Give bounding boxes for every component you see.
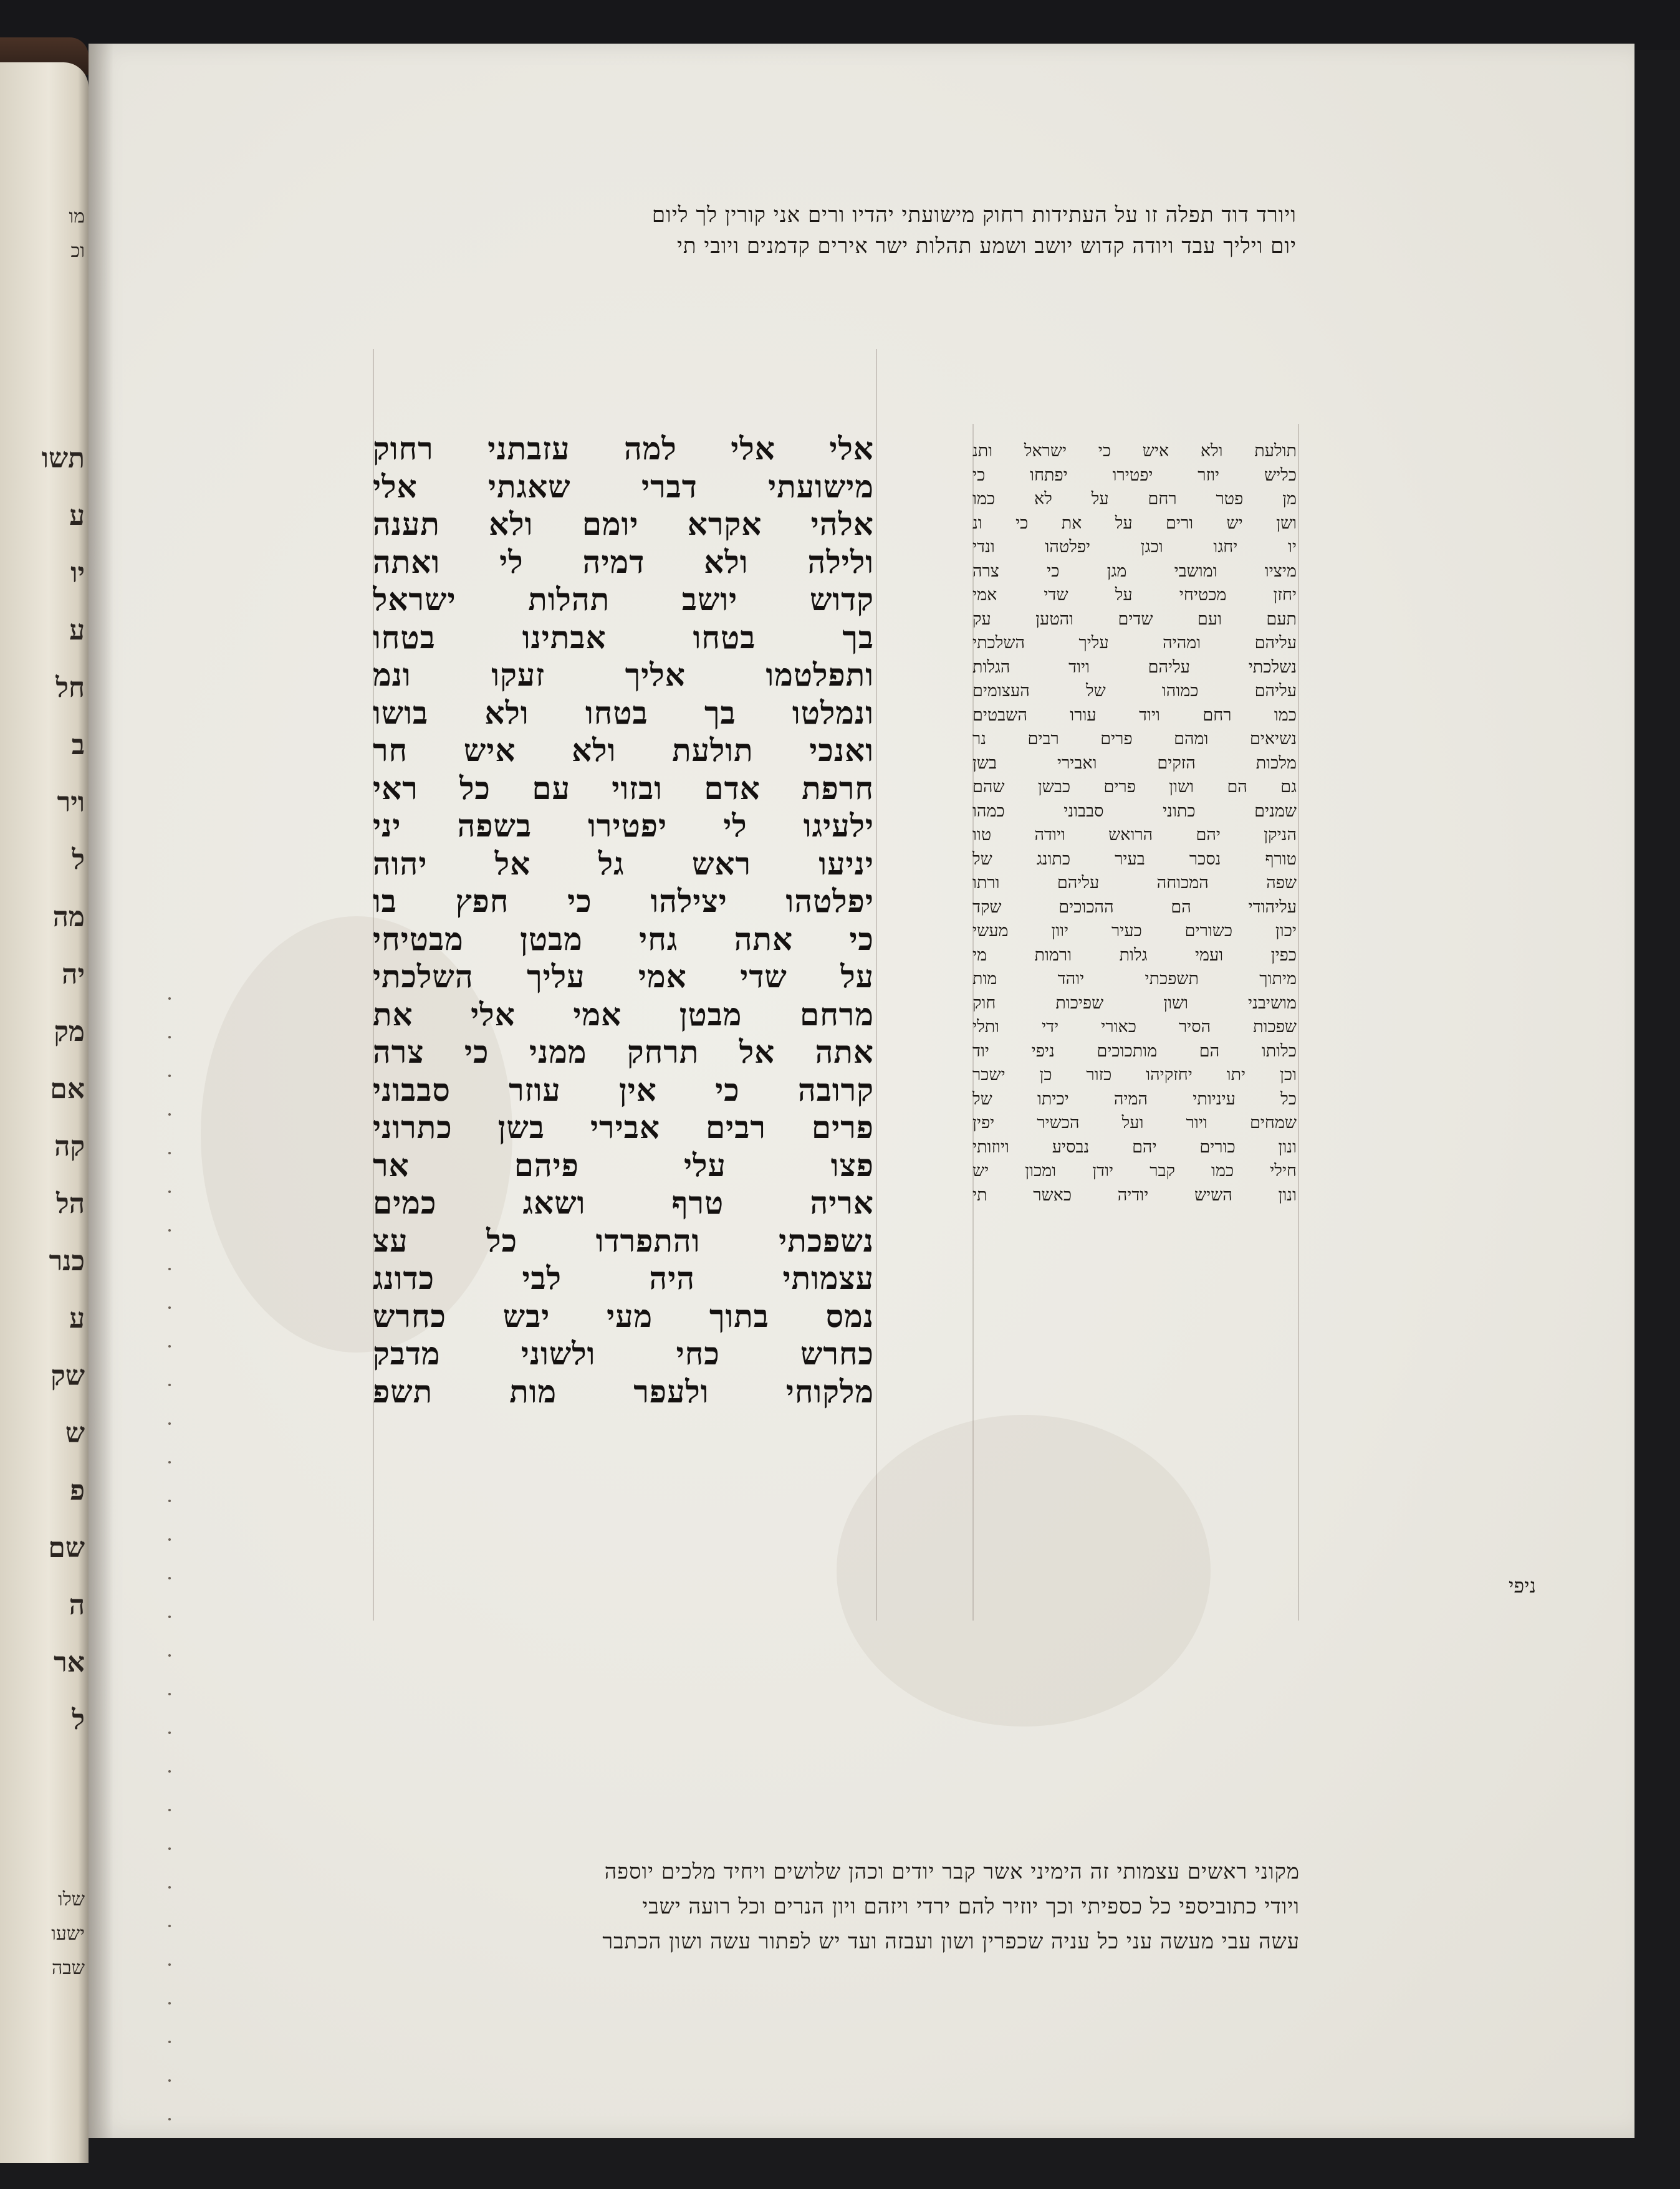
masora-line: יום ויליך עבד ויודה קדוש יושב ושמע תהלות ישר אירים קדמנים ויובי תי — [676, 234, 1297, 259]
facing-page-fragment: ע — [69, 500, 85, 532]
pricking-mark — [168, 1732, 171, 1734]
commentary-column — [972, 439, 1297, 1207]
commentary-line: עליהם כמוהו של העצומים — [972, 681, 1297, 701]
commentary-line: שמנים כתוני סבבוני כמהו — [972, 801, 1297, 821]
pricking-mark — [168, 1075, 171, 1077]
page-gutter-shadow — [89, 44, 113, 2138]
pricking-mark — [168, 1925, 171, 1927]
main-text-line: ואנכי תולעת ולא איש חר — [373, 732, 874, 769]
commentary-line: עליהם ומהיה עליך השלכתי — [972, 633, 1297, 653]
main-text-line: אריה טרף ושאג כמים — [373, 1184, 874, 1221]
facing-page-fragment: ב — [71, 729, 85, 761]
pricking-mark — [168, 1538, 171, 1541]
masora-line: ויודי כתוביספי כל כספיתי וכך יוזיר להם ירדי ויזהם ויון הנרים וכל רועה ישבי — [642, 1894, 1300, 1919]
commentary-line: הניקן יהם הרואש ויודה טוו — [972, 825, 1297, 845]
commentary-line: חילי כמו קבר יודן ומכון יש — [972, 1161, 1297, 1181]
facing-page-fragment: אם — [50, 1073, 85, 1105]
main-text-line: יניעו ראש גל אל יהוה — [373, 845, 874, 882]
facing-page-fragment: שם — [48, 1532, 85, 1564]
commentary-line: שמחים ויור ועל הכשיר יפין — [972, 1113, 1297, 1133]
commentary-line: יכון כשורים כעיר יוון מעשי — [972, 921, 1297, 941]
facing-page-fragment: מו — [69, 206, 85, 228]
commentary-line: תולעת ולא איש כי ישראל ותנ — [972, 441, 1297, 461]
commentary-line: כלותו הם מותכוכים ניפי יוד — [972, 1041, 1297, 1061]
pricking-mark — [168, 1345, 171, 1348]
main-text-line: אתה אל תרחק ממני כי צרה — [373, 1033, 874, 1070]
commentary-line: שפכות הסיר כאורי ידי ותלי — [972, 1017, 1297, 1037]
pricking-mark — [168, 1616, 171, 1618]
facing-page-fragment: מק — [54, 1016, 85, 1048]
commentary-line: יו יחגו וכגן יפלטהו ונדי — [972, 537, 1297, 557]
commentary-line: עליהודי הם ההכוכים שקד — [972, 897, 1297, 917]
pricking-mark — [168, 1036, 171, 1038]
main-text-line: נשפכתי והתפרדו כל עצ — [373, 1222, 874, 1259]
main-text-line: אלהי אקרא יומם ולא תענה — [373, 505, 874, 542]
facing-page-fragment: מה — [52, 901, 85, 933]
commentary-line: מושיבני ושון שפיכות חוק — [972, 993, 1297, 1013]
facing-page-fragment: ה — [69, 1589, 85, 1621]
facing-page-fragment: קה — [54, 1131, 85, 1162]
commentary-line: נשלכתי עליהם ויוד הגלות — [972, 657, 1297, 677]
facing-page-fragment: שק — [50, 1360, 85, 1392]
pricking-mark — [168, 997, 171, 1000]
facing-page-fragment: וכ — [70, 240, 85, 262]
facing-page-fragment: הל — [56, 1188, 85, 1220]
facing-page-fragment: ויר — [57, 787, 85, 818]
facing-page-fragment: תשו — [41, 443, 85, 474]
main-text-line: בך בטחו אבתינו בטחו — [373, 618, 874, 656]
pricking-mark — [168, 1847, 171, 1850]
commentary-line: ונון כורים יהם נבסיע ויוזותי — [972, 1137, 1297, 1157]
facing-page-fragment: כנר — [49, 1245, 85, 1277]
facing-page-fragment: ישעו — [51, 1923, 85, 1945]
main-text-line: עצמותי היה לבי כדונג — [373, 1260, 874, 1296]
commentary-line: תעם ועם שדים והטען עק — [972, 609, 1297, 629]
masora-magna-bottom — [371, 1854, 1300, 1959]
main-text-line: מרחם מבטן אמי אלי את — [373, 995, 874, 1033]
pricking-mark — [168, 2079, 171, 2082]
main-text-line: יפלטהו יצילהו כי חפץ בו — [373, 883, 874, 919]
masora-line: מקוני ראשים עצמותי זה הימיני אשר קבר יודים וכהן שלושים ויחיד מלכים יוספה — [604, 1859, 1300, 1884]
pricking-mark — [168, 1809, 171, 1811]
commentary-line: כפין ועמי גלות ורמות מי — [972, 945, 1297, 965]
main-text-line: ילעיגו לי יפטירו בשפה יני — [373, 807, 874, 844]
commentary-line: וכן יתו יחזקיהו כזור כן ישכר — [972, 1065, 1297, 1085]
commentary-line: כל עיניותי המיה יכיתו של — [972, 1089, 1297, 1109]
facing-page-fragment: אר — [54, 1647, 85, 1679]
main-text-line: כי אתה גחי מבטן מבטיחי — [373, 920, 874, 957]
pricking-mark — [168, 2002, 171, 2005]
main-text-line: נמס בתוך מעי יבש כחרש — [373, 1297, 874, 1334]
main-text-line: ותפלטמו אליך זעקו ונמ — [373, 656, 874, 693]
commentary-line: מן פטר רחם על לא כמו — [972, 489, 1297, 509]
commentary-line: טורף נסכר בעיר כתונג של — [972, 849, 1297, 869]
main-text-line: אלי אלי למה עזבתני רחוק — [373, 430, 874, 467]
facing-page-fragment: ש — [65, 1417, 85, 1449]
commentary-line: נשיאים ומהם פרים רבים נר — [972, 729, 1297, 749]
commentary-line: שפה המכוחה עליהם ורתו — [972, 873, 1297, 893]
commentary-line: כליש יוזר יפטירו יפתחו כי — [972, 465, 1297, 485]
pricking-mark — [168, 1963, 171, 1966]
main-text-line: קרובה כי אין עוזר סבבוני — [373, 1071, 874, 1108]
masora-line: ויורד דוד תפלה זו על העתידות רחוק מישועתי יהדיו ורים אני קורין לך ליום — [651, 203, 1297, 228]
masora-line: עשה עבי מעשה עני כל עניה שכפרין ושון ועבזה ועד יש לפתור עשה ושון הכתבר — [602, 1929, 1300, 1954]
ruling-line — [1298, 424, 1299, 1621]
pricking-mark — [168, 1229, 171, 1232]
main-text-line: קדוש יושב תהלות ישראל — [373, 581, 874, 618]
commentary-line: ושן יש ורים על את כי ונ — [972, 513, 1297, 533]
facing-page-fragment: יו — [70, 557, 85, 589]
facing-page — [0, 62, 89, 2163]
pricking-mark — [168, 1693, 171, 1695]
facing-page-fragment: ל — [72, 1704, 85, 1736]
pricking-mark — [168, 1500, 171, 1502]
pricking-mark — [168, 1268, 171, 1270]
main-text-line: פצו עלי פיהם אר — [373, 1146, 874, 1184]
pricking-mark — [168, 1770, 171, 1773]
commentary-line: מלכות הזקים ואבירי בשן — [972, 753, 1297, 773]
commentary-line: יחזן מכטיחי על שדי אמי — [972, 585, 1297, 605]
masora-magna-top — [374, 199, 1297, 262]
pricking-mark — [168, 1152, 171, 1154]
pricking-mark — [168, 1422, 171, 1425]
pricking-mark — [168, 1113, 171, 1116]
page-stain — [837, 1415, 1211, 1727]
facing-page-fragment: יה — [62, 959, 85, 990]
commentary-line: מיציו ומושבי מגן כי צרה — [972, 561, 1297, 581]
facing-page-fragment: פ — [70, 1475, 85, 1506]
pricking-mark — [168, 1190, 171, 1193]
pricking-mark — [168, 1384, 171, 1386]
facing-page-fragment: ל — [72, 844, 85, 876]
facing-page-fragment: ע — [69, 615, 85, 646]
scan-background — [0, 0, 1680, 50]
main-text-column — [373, 430, 874, 1411]
main-text-line: חרפת אדם ובזוי עם כל ראי — [373, 769, 874, 807]
ruling-line — [876, 349, 877, 1621]
main-text-line: ולילה ולא דמיה לי ואתה — [373, 543, 874, 580]
pricking-mark — [168, 1461, 171, 1463]
facing-page-fragment: ע — [69, 1303, 85, 1334]
margin-note: ניפי — [1509, 1574, 1536, 1597]
pricking-mark — [168, 1886, 171, 1889]
main-text-line: כחרש כחי ולשוני מדבק — [373, 1335, 874, 1372]
commentary-line: גם הם ושון פרים כבשן שהם — [972, 777, 1297, 797]
commentary-line: כמו רחם ויוד עורו השבטים — [972, 705, 1297, 725]
commentary-line: מיתוך תשפכתי יוהד מות — [972, 969, 1297, 989]
main-text-line: מלקוחי ולעפר מות תשפ — [373, 1372, 874, 1410]
pricking-mark — [168, 2041, 171, 2043]
commentary-line: ונון השיש יודיה כאשר תי — [972, 1185, 1297, 1205]
main-text-line: מישועתי דברי שאגתי אלי — [373, 467, 874, 505]
facing-page-fragment: חל — [55, 672, 85, 704]
pricking-mark — [168, 1654, 171, 1657]
pricking-mark — [168, 1306, 171, 1309]
facing-page-fragment: שלו — [58, 1889, 85, 1910]
pricking-mark — [168, 2118, 171, 2120]
main-text-line: על שדי אמי עליך השלכתי — [373, 958, 874, 995]
facing-page-fragment: שבה — [52, 1957, 85, 1979]
pricking-mark — [168, 1577, 171, 1579]
main-text-line: ונמלטו בך בטחו ולא בושו — [373, 694, 874, 731]
main-text-line: פרים רבים אבירי בשן כתרוני — [373, 1109, 874, 1146]
